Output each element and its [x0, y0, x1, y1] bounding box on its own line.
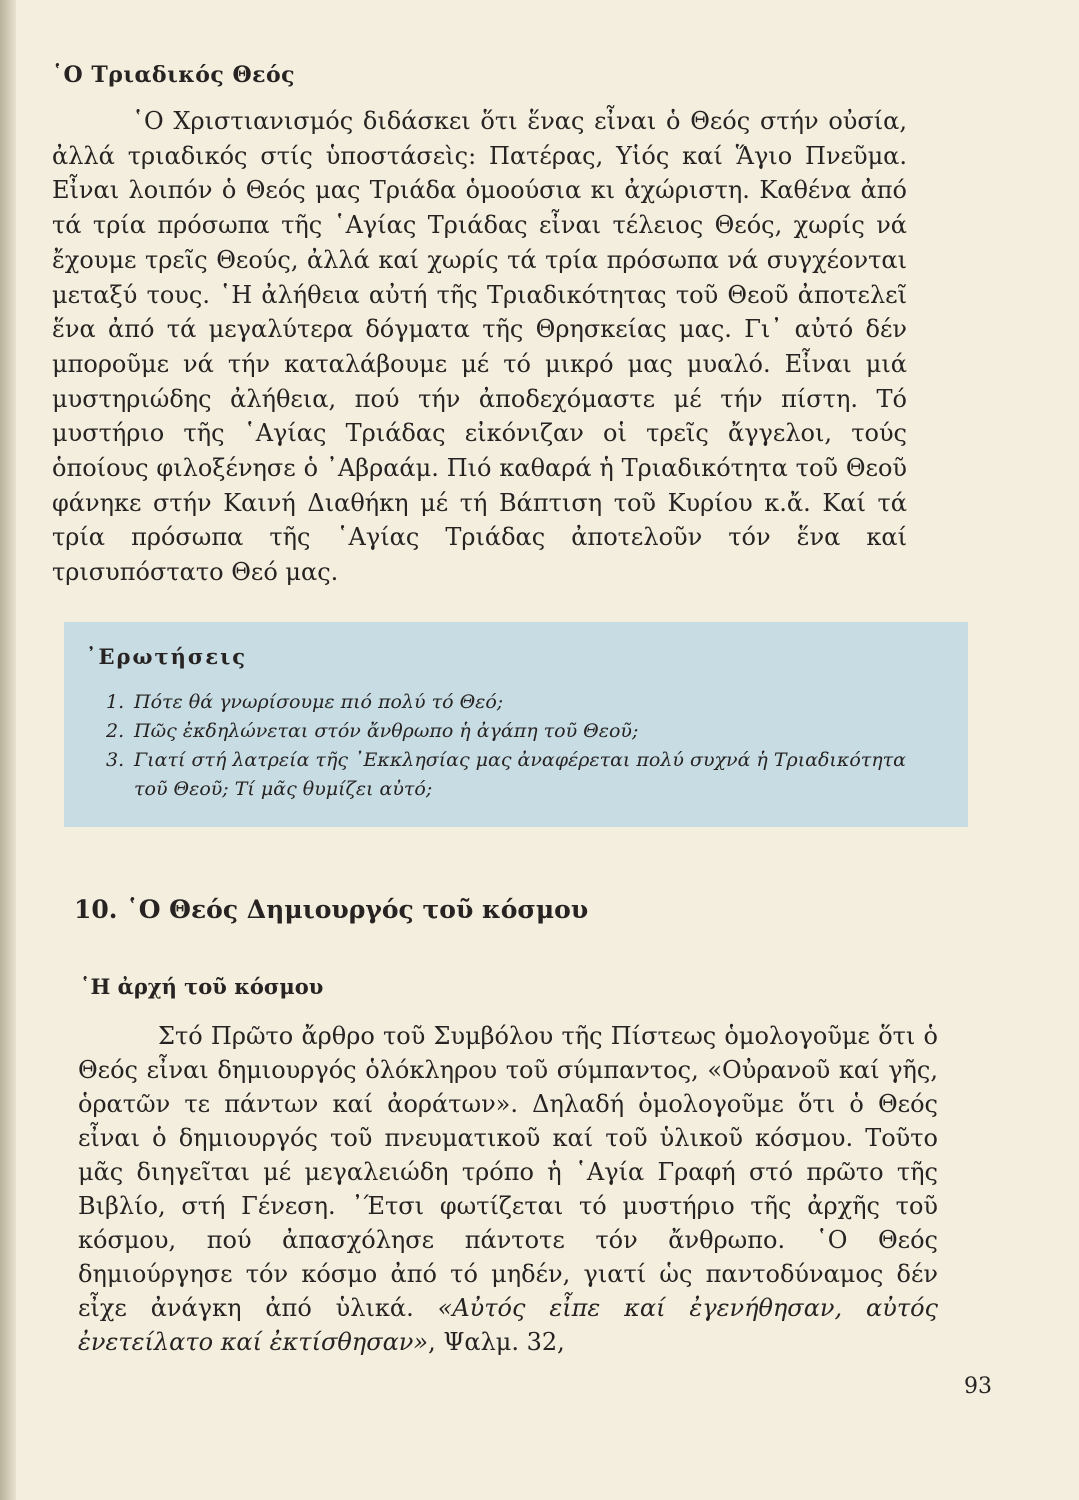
chapter-title: 10. ῾Ο Θεός Δημιουργός τοῦ κόσμου — [74, 895, 589, 924]
question-item — [106, 717, 924, 746]
paragraph-trinity: ῾Ο Χριστιανισμός διδάσκει ὅτι ἕνας εἶναι ὁ Θεός στήν οὐσία, ἀλλά τριαδικός στίς ὑποστάσεὶς: Πατέρας, Υἱός καί Ἅγιο Πνεῦμα. Εἶναι λοιπόν ὁ Θεός μας Τριάδα ὁμοούσια κι ἀχώριστη. Καθένα ἀπό τά τρία πρόσωπα τῆς ῾Αγίας Τριάδας εἶναι τέλειος Θεός, χωρίς νά ἔχουμε τρεῖς Θεούς, ἀλλά καί χωρίς τά τρία πρόσωπα νά συγχέονται μεταξύ τους. ῾Η ἀλήθεια αὐτή τῆς Τριαδικότητας τοῦ Θεοῦ ἀποτελεῖ ἕνα ἀπό τά μεγαλύτερα δόγματα τῆς Θρησκείας μας. Γι᾿ αὐτό δέν μποροῦμε νά τήν καταλάβουμε μέ τό μικρό μας μυαλό. Εἶναι μιά μυστηριώδης ἀλήθεια, πού τήν ἀποδεχόμαστε μέ τήν πίστη. Τό μυστήριο τῆς ῾Αγίας Τριάδας εἰκόνιζαν οἱ τρεῖς ἄγγελοι, τούς ὁποίους φιλοξένησε ὁ ᾿Αβραάμ. Πιό καθαρά ἡ Τριαδικότητα τοῦ Θεοῦ φάνηκε στήν Καινή Διαθήκη μέ τή Βάπτιση τοῦ Κυρίου κ.ἄ. Καί τά τρία πρόσωπα τῆς ῾Αγίας Τριάδας ἀποτελοῦν τόν ἕνα καί τρισυπόστατο Θεό μας. — [52, 107, 907, 587]
section-heading-origin: ῾Η ἀρχή τοῦ κόσμου — [80, 974, 324, 999]
paragraph-creation — [78, 1019, 938, 1359]
question-item — [106, 688, 924, 717]
question-item — [106, 746, 924, 804]
question-text: Γιατί στή λατρεία τῆς ᾿Εκκλησίας μας ἀναφέρεται πολύ συχνά ἡ Τριαδικότητα τοῦ Θεοῦ; Τί μᾶς θυμίζει αὐτό; — [134, 749, 907, 800]
question-number: 3. — [106, 749, 125, 771]
questions-box — [64, 622, 968, 827]
psalm-reference: , Ψαλμ. 32, — [428, 1328, 565, 1356]
questions-title: ᾿Ερωτήσεις — [86, 644, 248, 669]
question-number: 2. — [106, 720, 125, 742]
section-heading-trinity: ῾Ο Τριαδικός Θεός — [52, 62, 296, 88]
question-text: Πῶς ἐκδηλώνεται στόν ἄνθρωπο ἡ ἀγάπη τοῦ Θεοῦ; — [134, 720, 639, 742]
question-text: Πότε θά γνωρίσουμε πιό πολύ τό Θεό; — [134, 691, 504, 713]
paragraph-creation-text: Στό Πρῶτο ἄρθρο τοῦ Συμβόλου τῆς Πίστεως ὁμολογοῦμε ὅτι ὁ Θεός εἶναι δημιουργός ὁλόκληρου τοῦ σύμπαντος, «Οὐρανοῦ καί γῆς, ὁρατῶν τε πάντων καί ἀοράτων». Δηλαδή ὁμολογοῦμε ὅτι ὁ Θεός εἶναι ὁ δημιουργός τοῦ πνευματικοῦ καί τοῦ ὑλικοῦ κόσμου. Τοῦτο μᾶς διηγεῖται μέ μεγαλειώδη τρόπο ἡ ῾Αγία Γραφή στό πρῶτο τῆς Βιβλίο, στή Γένεση. ᾿Έτσι φωτίζεται τό μυστήριο τῆς ἀρχῆς τοῦ κόσμου, πού ἀπασχόλησε πάντοτε τόν ἄνθρωπο. ῾Ο Θεός δημιούργησε τόν κόσμο ἀπό τό μηδέν, γιατί ὡς παντοδύναμος δέν εἶχε ἀνάγκη ἀπό ὑλικά. — [78, 1022, 938, 1322]
question-number: 1. — [106, 691, 125, 713]
page-edge — [0, 0, 16, 1500]
page-number: 93 — [964, 1374, 992, 1399]
psalm-quote: «Αὐτός εἶπε καί ἐγενήθησαν, αὐτός ἐνετείλατο καί ἐκτίσθησαν» — [78, 1294, 938, 1356]
questions-list — [106, 688, 924, 804]
